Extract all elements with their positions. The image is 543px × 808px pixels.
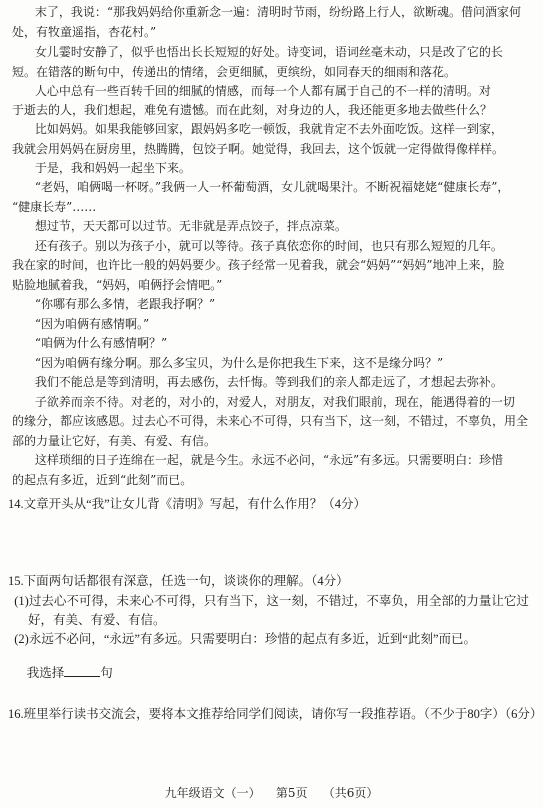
passage-line: “健康长寿”…… xyxy=(12,200,97,214)
passage-line: “你哪有那么多情，老跟我抒啊？” xyxy=(12,297,216,311)
passage-line: 我在家的时间，也许比一般的妈妈要少。孩子经常一见着我，就会“妈妈”“妈妈”地冲上来，脸 xyxy=(12,258,505,272)
question-15-option-2: (2)永远不必问，“永远”有多远。只需要明白：珍惜的起点有多近，近到“此刻”而已。 xyxy=(8,632,477,646)
question-15-choice xyxy=(8,651,543,694)
passage-line: “因为咱俩有感情啊。” xyxy=(12,317,150,331)
passage-line: “咱俩为什么有感情啊？” xyxy=(12,336,168,350)
passage-line: 短。在错落的断句中，传递出的情绪，会更细腻，更缤纷，如同春天的细雨和落花。 xyxy=(12,65,457,79)
passage-line: “老妈，咱俩喝一杯呀。”我俩一人一杯葡萄酒，女儿就喝果汁。不断祝福姥姥“健康长寿”， xyxy=(12,180,510,194)
passage-line: “因为咱俩有缘分啊。那么多宝贝，为什么是你把我生下来，这不是缘分吗？” xyxy=(12,356,444,370)
passage-line: 子欲养而亲不待。对老的，对小的，对爱人，对朋友，对我们眼前，现在，能遇得着的一切 xyxy=(12,395,515,409)
passage-line: 我就会用妈妈在厨房里，热腾腾，包饺子啊。她觉得，我回去，这个饭就一定得做得像样样。 xyxy=(12,142,505,156)
passage-line: 想过节，天天都可以过节。无非就是弄点饺子，拌点凉菜。 xyxy=(12,219,347,233)
choice-prefix: 我选择 xyxy=(20,666,65,680)
question-15-option-1-cont: 好，有美、有爱、有信。 xyxy=(28,613,166,627)
passage-line: 我们不能总是等到清明，再去感伤，去忏悔。等到我们的亲人都走远了，才想起去弥补。 xyxy=(12,375,503,389)
question-14: 14.文章开头从“我”让女儿背《清明》写起，有什么作用？（4分） xyxy=(8,497,366,511)
passage-line: 女儿霎时安静了，似乎也悟出长长短短的好处。诗变词，语词丝毫未动，只是改了它的长 xyxy=(12,45,503,59)
passage-line: 贴脸地腻着我，“妈妈，咱俩抒会情吧。” xyxy=(12,278,223,292)
question-15: 15.下面两句话都很有深意，任选一句，谈谈你的理解。（4分） xyxy=(8,574,349,588)
passage-line: 人心中总有一些百转千回的细腻的情感，而每一个人都有属于自己的不一样的清明。对 xyxy=(12,84,491,98)
passage-line: 的缘分，都应该感恩。过去心不可得，未来心不可得，只有当下，这一刻，不错过，不辜负，用全 xyxy=(12,414,529,428)
page-footer: 九年级语文（一） 第5页 （共6页） xyxy=(164,786,379,800)
passage-line: 末了，我说：“那我妈妈给你重新念一遍：清明时节雨，纷纷路上行人，欲断魂。借问酒家何 xyxy=(12,5,522,19)
passage-line: 还有孩子。别以为孩子小，就可以等待。孩子真依恋你的时间，也只有那么短短的几年。 xyxy=(12,239,503,253)
passage-line: 这样琐细的日子连绵在一起，就是今生。永远不必问，“永远”有多远。只需要明白：珍惜 xyxy=(12,453,504,467)
passage-line: 处，有牧童遥指，杏花村。” xyxy=(12,25,157,39)
passage-line: 比如妈妈。如果我能够回家，跟妈妈多吃一顿饭，我就肯定不去外面吃饭。这样一到家， xyxy=(12,122,503,136)
choice-suffix: 句 xyxy=(100,666,113,680)
answer-blank[interactable] xyxy=(64,665,100,677)
passage-line: 于逝去的人，我们想起，难免有遗憾。而在此刻，对身边的人，我还能更多地去做些什么？ xyxy=(12,103,493,117)
passage-line: 于是，我和妈妈一起坐下来。 xyxy=(12,161,191,175)
passage-line: 的起点有多近，近到“此刻”而已。 xyxy=(12,473,193,487)
question-16: 16.班里举行读书交流会，要将本文推荐给同学们阅读，请你写一段推荐语。（不少于80字）（6分） xyxy=(8,707,543,721)
question-15-option-1: (1)过去心不可得，未来心不可得，只有当下，这一刻，不错过，不辜负，用全部的力量让它过 xyxy=(8,594,529,608)
passage-line: 部的力量让它好，有美、有爱、有信。 xyxy=(12,434,217,448)
